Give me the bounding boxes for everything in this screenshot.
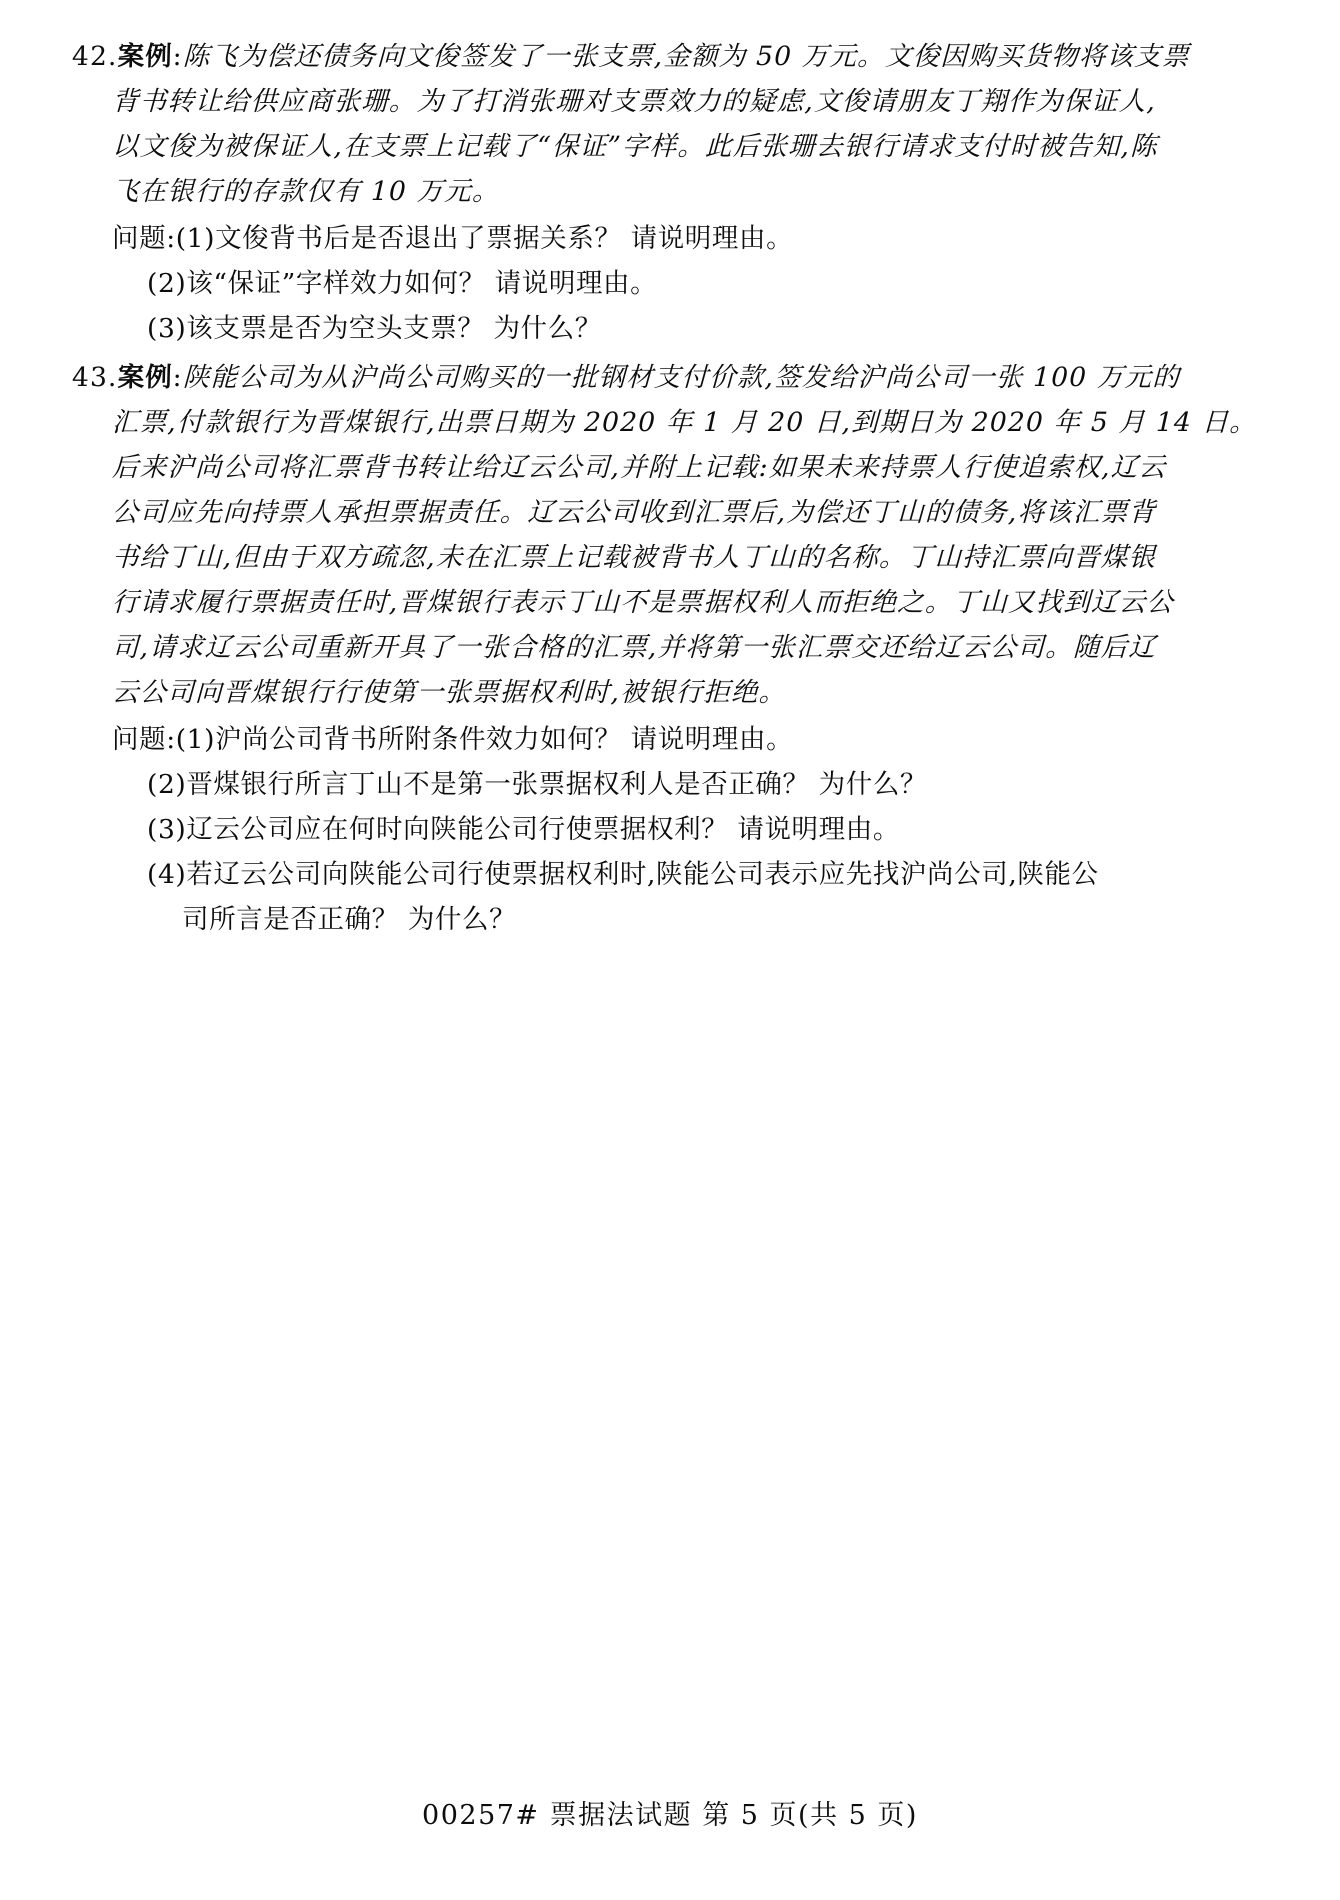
item-43-questions-label: 问题: xyxy=(112,724,176,755)
item-43-number: 43. xyxy=(71,362,119,393)
item-42-question-line-1 xyxy=(72,216,1268,261)
item-42-case-line-3: 以文俊为被保证人,在支票上记载了“保证”字样。此后张珊去银行请求支付时被告知,陈 xyxy=(111,131,1159,162)
item-43-question-4-cont: 司所言是否正确？ 为什么？ xyxy=(182,904,517,935)
item-43-question-3: (3)辽云公司应在何时向陕能公司行使票据权利？ 请说明理由。 xyxy=(147,814,900,845)
item-42-case-line-4: 飞在银行的存款仅有 10 万元。 xyxy=(111,176,501,207)
item-43-case-line-6: 行请求履行票据责任时,晋煤银行表示丁山不是票据权利人而拒绝之。丁山又找到辽云公 xyxy=(111,587,1175,618)
content-spacer xyxy=(72,946,1268,1006)
item-43-case-text-1: 陕能公司为从沪尚公司购买的一批钢材支付价款,签发给沪尚公司一张 100 万元的 xyxy=(182,362,1181,393)
item-43-case-line-2: 汇票,付款银行为晋煤银行,出票日期为 2020 年 1 月 20 日,到期日为 2020 年 5 月 14 日。 xyxy=(111,407,1258,438)
item-43-question-1: (1)沪尚公司背书所附条件效力如何？ 请说明理由。 xyxy=(175,724,794,755)
item-42-colon: : xyxy=(172,41,184,72)
item-43-case-line-8: 云公司向晋煤银行行使第一张票据权利时,被银行拒绝。 xyxy=(111,677,787,708)
page-footer xyxy=(0,1793,1340,1832)
item-42-case-label: 案例 xyxy=(117,41,174,72)
question-item-42 xyxy=(72,34,1268,351)
item-43-colon: : xyxy=(172,362,184,393)
item-43-case-line-7: 司,请求辽云公司重新开具了一张合格的汇票,并将第一张汇票交还给辽云公司。随后辽 xyxy=(111,632,1157,663)
item-43-case-line-4: 公司应先向持票人承担票据责任。辽云公司收到汇票后,为偿还丁山的债务,将该汇票背 xyxy=(111,497,1157,528)
item-42-questions xyxy=(72,216,1268,351)
item-43-question-2: (2)晋煤银行所言丁山不是第一张票据权利人是否正确？ 为什么？ xyxy=(147,769,928,800)
item-43-question-line-1 xyxy=(72,717,1268,762)
footer-label: 00257# 票据法试题 第 5 页(共 5 页) xyxy=(422,1800,918,1831)
item-43-case-label: 案例 xyxy=(117,362,174,393)
question-item-43 xyxy=(72,355,1268,942)
item-42-number: 42. xyxy=(71,41,119,72)
item-43-case-line-1 xyxy=(71,355,1268,400)
item-42-question-2: (2)该“保证”字样效力如何？ 请说明理由。 xyxy=(147,268,658,299)
item-42-case-text-1: 陈飞为偿还债务向文俊签发了一张支票,金额为 50 万元。文俊因购买货物将该支票 xyxy=(182,41,1191,72)
item-43-questions xyxy=(72,717,1268,942)
item-42-questions-label: 问题: xyxy=(112,223,176,254)
item-42-question-3: (3)该支票是否为空头支票？ 为什么？ xyxy=(147,313,602,344)
item-43-case-line-3: 后来沪尚公司将汇票背书转让给辽云公司,并附上记载:如果未来持票人行使追索权,辽云 xyxy=(111,452,1167,483)
item-43-case-line-5: 书给丁山,但由于双方疏忽,未在汇票上记载被背书人丁山的名称。丁山持汇票向晋煤银 xyxy=(111,542,1157,573)
item-43-question-4: (4)若辽云公司向陕能公司行使票据权利时,陕能公司表示应先找沪尚公司,陕能公 xyxy=(147,859,1099,890)
item-42-case-line-1 xyxy=(71,34,1268,79)
item-42-case-line-2: 背书转让给供应商张珊。为了打消张珊对支票效力的疑虑,文俊请朋友丁翔作为保证人, xyxy=(111,86,1157,117)
item-42-question-1: (1)文俊背书后是否退出了票据关系？ 请说明理由。 xyxy=(175,223,794,254)
